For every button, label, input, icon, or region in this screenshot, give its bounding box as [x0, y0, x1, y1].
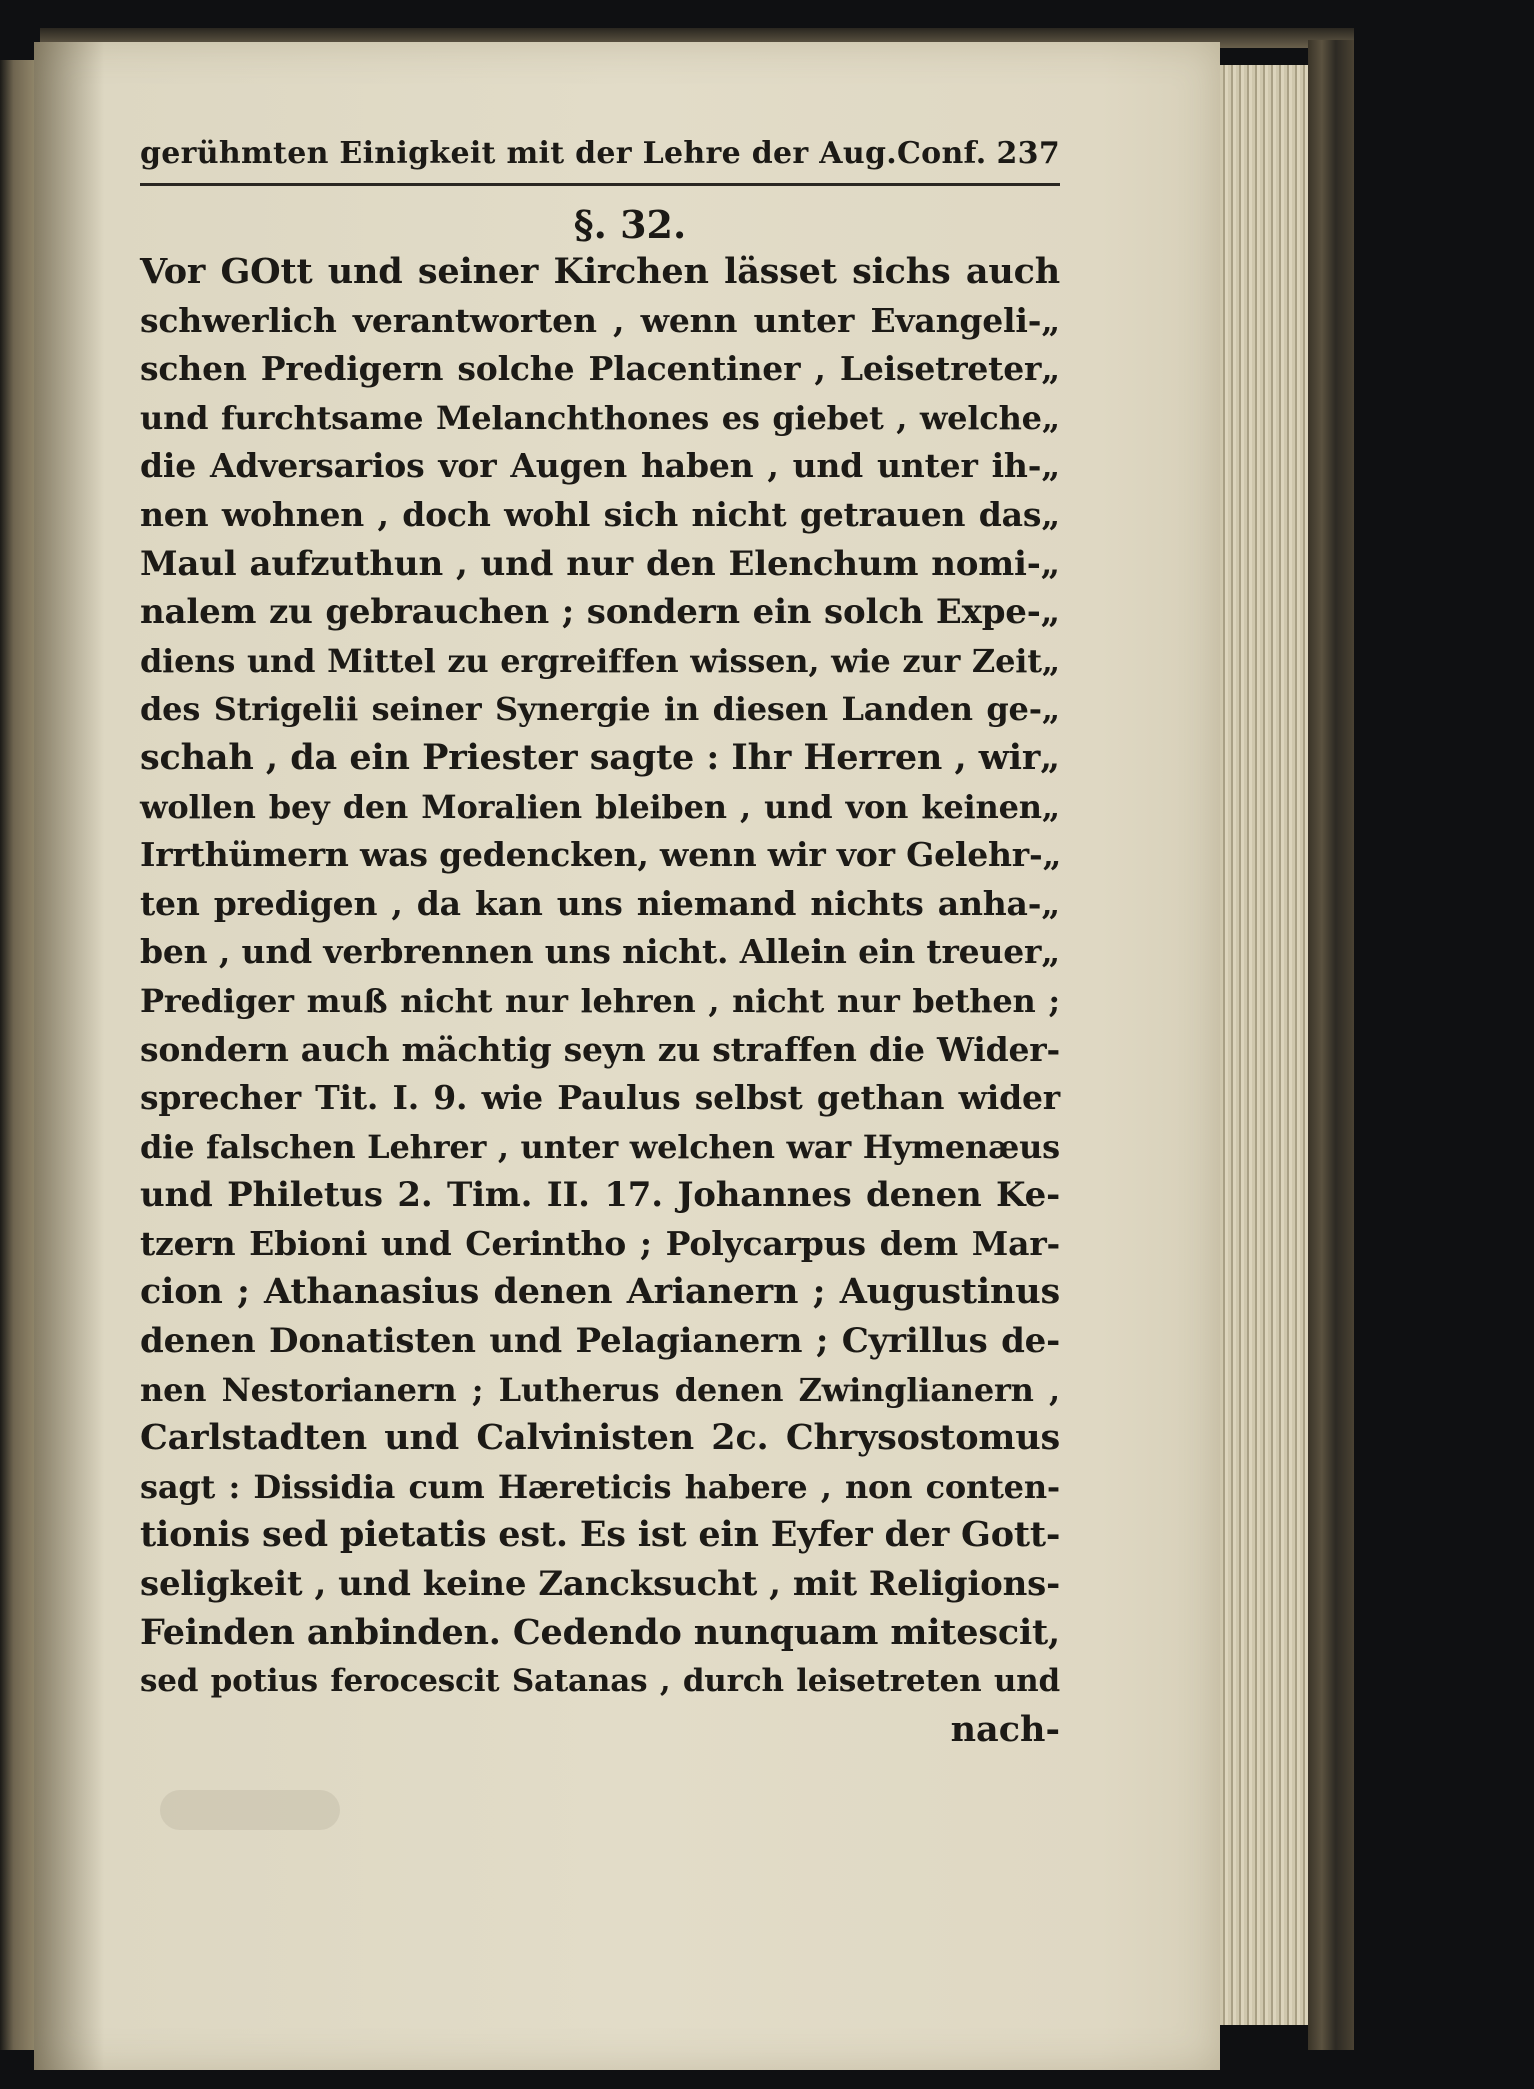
text-line: tzern Ebioni und Cerintho ; Polycarpus dem Mar- — [140, 1223, 1060, 1263]
text-line: Maul aufzuthun , und nur den Elenchum nomi-„ — [140, 543, 1060, 584]
text-line: denen Donatisten und Pelagianern ; Cyrillus de- — [140, 1321, 1060, 1362]
text-line: tionis sed pietatis est. Es ist ein Eyfer der Gott- — [140, 1514, 1061, 1556]
text-line: sondern auch mächtig seyn zu straffen die Wider- — [140, 1029, 1060, 1069]
text-line: nalem zu gebrauchen ; sondern ein solch Expe-„ — [140, 592, 1060, 633]
section-number: §. 32. — [573, 202, 687, 247]
text-line: Carlstadten und Calvinisten 2c. Chrysostomus — [140, 1417, 1060, 1459]
text-line: schen Predigern solche Placentiner , Leisetreter„ — [140, 349, 1060, 389]
text-line: Feinden anbinden. Cedendo nunquam mitescit, — [140, 1611, 1060, 1653]
text-line: und Philetus 2. Tim. II. 17. Johannes denen Ke- — [140, 1175, 1060, 1216]
facing-page-edge — [0, 60, 34, 2050]
text-line: diens und Mittel zu ergreiffen wissen, wie zur Zeit„ — [140, 641, 1060, 680]
text-line: sed potius ferocescit Satanas , durch leisetreten und — [140, 1663, 1060, 1700]
text-line: cion ; Athanasius denen Arianern ; Augustinus — [140, 1271, 1060, 1313]
paper-stain — [160, 1790, 340, 1830]
running-header — [140, 136, 1060, 171]
page-text-block — [140, 136, 1060, 1754]
text-line: ten predigen , da kan uns niemand nichts anha-„ — [140, 883, 1060, 923]
catchword: nach- — [950, 1708, 1060, 1750]
body-text — [140, 248, 1060, 1706]
text-line: nen wohnen , doch wohl sich nicht getrauen das„ — [140, 494, 1060, 534]
running-head-title: gerühmten Einigkeit mit der Lehre der Aug.Conf. — [140, 136, 987, 171]
text-line: die Adversarios vor Augen haben , und unter ih-„ — [140, 446, 1060, 486]
text-line: schah , da ein Priester sagte : Ihr Herren , wir„ — [140, 736, 1060, 778]
page-number: 237 — [996, 136, 1060, 171]
text-line: die falschen Lehrer , unter welchen war Hymenæus — [140, 1127, 1060, 1166]
header-rule — [140, 183, 1060, 186]
text-line: des Strigelii seiner Synergie in diesen Landen ge-„ — [140, 690, 1060, 729]
text-line: schwerlich verantworten , wenn unter Evangeli-„ — [140, 300, 1060, 340]
text-line: wollen bey den Moralien bleiben , und von keinen„ — [140, 787, 1060, 826]
page-edges — [1220, 65, 1308, 2025]
text-line: Vor GOtt und seiner Kirchen lässet sichs auch — [140, 251, 1060, 292]
text-line: ben , und verbrennen uns nicht. Allein ein treuer„ — [140, 932, 1060, 972]
text-line: Irrthümern was gedencken, wenn wir vor Gelehr-„ — [140, 835, 1062, 875]
text-line: nen Nestorianern ; Lutherus denen Zwinglianern , — [140, 1370, 1060, 1409]
text-line: Prediger muß nicht nur lehren , nicht nur bethen ; — [140, 981, 1060, 1020]
text-line: und furchtsame Melanchthones es giebet , welche„ — [140, 398, 1060, 437]
book-cover-edge — [1308, 40, 1354, 2050]
gutter-shadow — [34, 42, 104, 2070]
text-line: seligkeit , und keine Zancksucht , mit Religions- — [140, 1564, 1060, 1605]
text-line: sagt : Dissidia cum Hæreticis habere , non conten- — [140, 1467, 1060, 1506]
text-line: sprecher Tit. I. 9. wie Paulus selbst gethan wider — [140, 1078, 1060, 1118]
